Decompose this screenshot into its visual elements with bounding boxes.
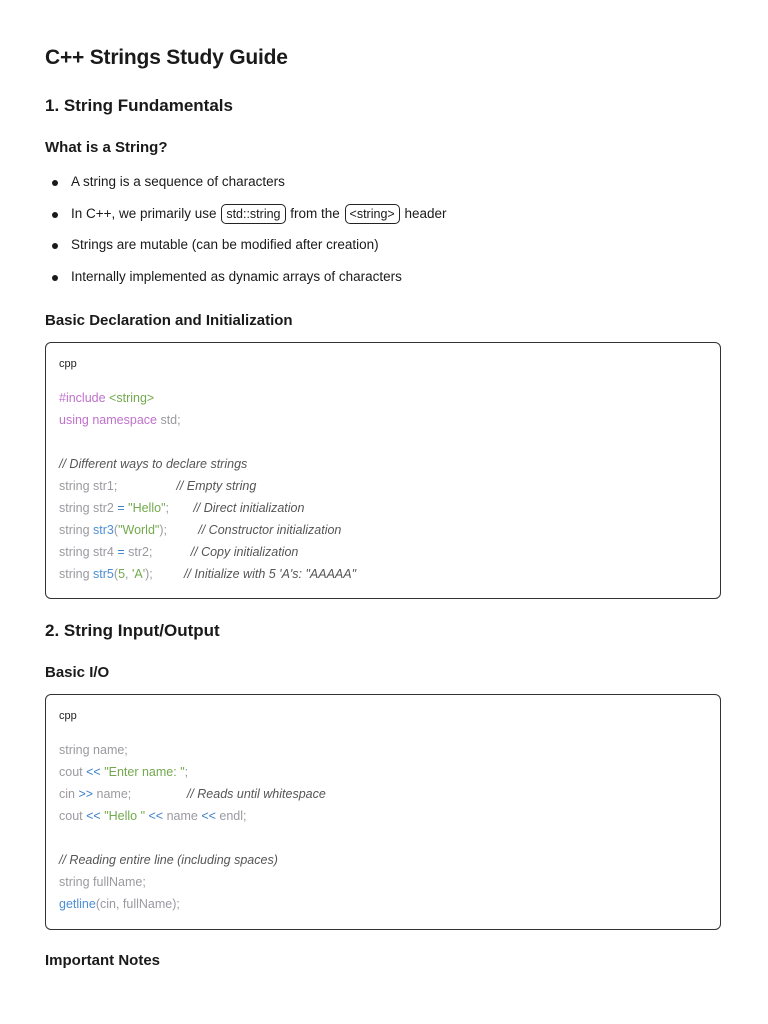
code-line: string fullName;	[59, 875, 146, 889]
code-line: cin >> name; // Reads until whitespace	[59, 787, 326, 801]
section-heading-fundamentals: 1. String Fundamentals	[45, 96, 233, 115]
code-content	[59, 739, 326, 915]
code-line: getline(cin, fullName);	[59, 897, 180, 911]
code-line: string str5(5, 'A'); // Initialize with 5 'A's: "AAAAA"	[59, 567, 357, 581]
code-line	[59, 827, 326, 849]
subheading-what-is-string: What is a String?	[45, 139, 168, 156]
code-line: string str2 = "Hello"; // Direct initialization	[59, 501, 305, 515]
inline-code-std-string: std::string	[221, 204, 285, 224]
list-item: Internally implemented as dynamic arrays of characters	[50, 267, 447, 299]
page-title: C++ Strings Study Guide	[45, 46, 288, 69]
inline-code-string-header: <string>	[345, 204, 400, 224]
code-block-declaration[interactable]	[45, 342, 721, 599]
list-item: Strings are mutable (can be modified after creation)	[50, 235, 447, 267]
subheading-basic-declaration: Basic Declaration and Initialization	[45, 312, 293, 329]
section-heading-input-output: 2. String Input/Output	[45, 621, 220, 640]
code-language-label: cpp	[59, 710, 77, 722]
code-line: string name;	[59, 743, 128, 757]
list-item: In C++, we primarily use std::string from the <string> header	[50, 204, 447, 236]
code-line: string str1; // Empty string	[59, 479, 257, 493]
code-line: #include <string>	[59, 391, 155, 405]
code-block-basic-io[interactable]	[45, 694, 721, 930]
code-line: string str4 = str2; // Copy initialization	[59, 545, 299, 559]
code-line: using namespace std;	[59, 413, 181, 427]
subheading-important-notes: Important Notes	[45, 952, 161, 969]
code-content	[59, 387, 356, 585]
subheading-basic-io: Basic I/O	[45, 664, 110, 681]
code-line: cout << "Enter name: ";	[59, 765, 189, 779]
code-line: cout << "Hello " << name << endl;	[59, 809, 247, 823]
code-line: // Reading entire line (including spaces)	[59, 853, 278, 867]
code-line	[59, 431, 356, 453]
code-language-label: cpp	[59, 358, 77, 370]
list-item: A string is a sequence of characters	[50, 172, 447, 204]
code-line: string str3("World"); // Constructor initialization	[59, 523, 342, 537]
fundamentals-bullet-list	[50, 172, 447, 298]
code-line: // Different ways to declare strings	[59, 457, 248, 471]
